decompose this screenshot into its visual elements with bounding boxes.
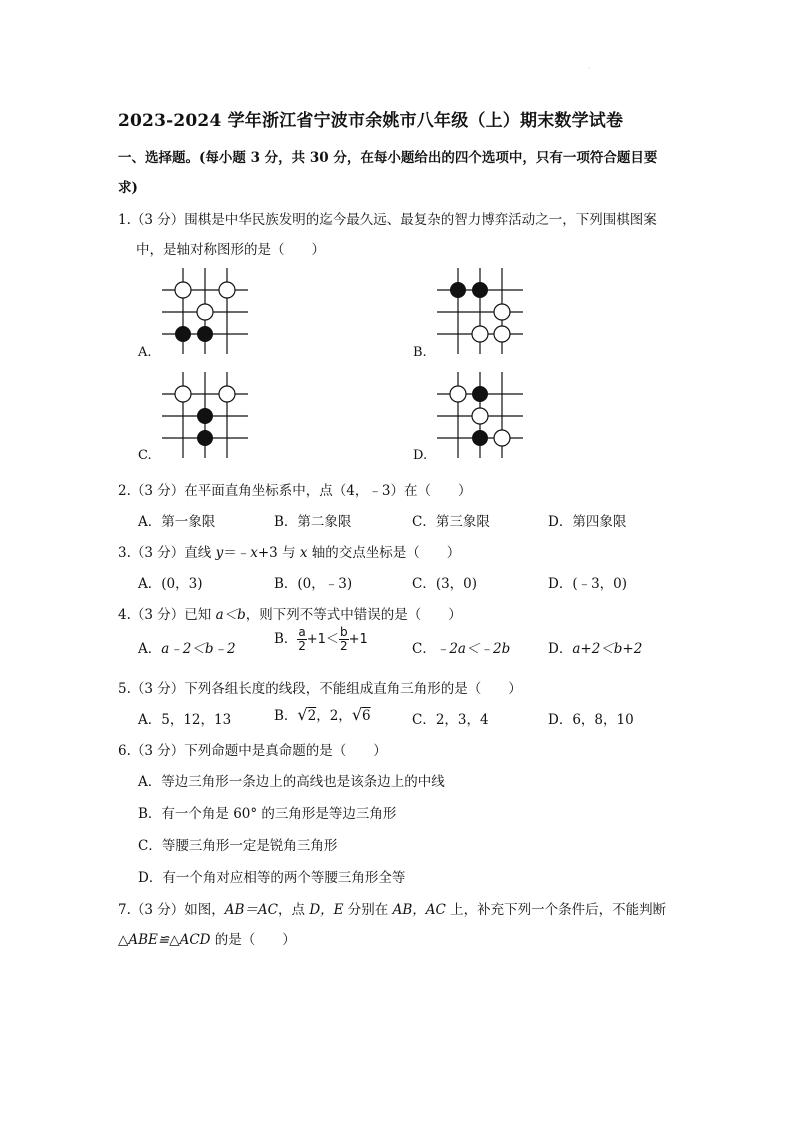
q6-stem: 6.（3 分）下列命题中是真命题的是（ ） [118, 743, 387, 759]
q1-label-d: D. [413, 448, 428, 463]
section-heading-line2: 求) [118, 180, 138, 196]
q1-label-b: B. [413, 345, 427, 360]
q2-option-c: C．第三象限 [412, 514, 490, 530]
q5-option-d: D．6，8，10 [548, 712, 634, 728]
go-board-c [160, 372, 250, 458]
q4-option-c: C．﹣2a＜﹣2b [412, 641, 511, 657]
go-board-b [435, 268, 525, 354]
q6-option-c: C．等腰三角形一定是锐角三角形 [138, 838, 338, 854]
go-board-d [435, 372, 525, 458]
q3-option-d: D．(﹣3，0) [548, 576, 628, 592]
q4-option-b: B． $\frac{a}{2}$ +1＜ $\frac{b}{2}$ +1 [274, 625, 368, 653]
go-board-a [160, 268, 250, 354]
q5-stem: 5.（3 分）下列各组长度的线段，不能组成直角三角形的是（ ） [118, 681, 522, 697]
q5-option-b: B．√2，2，√6 [274, 705, 371, 724]
q5-option-a: A．5，12，13 [138, 712, 232, 728]
q6-option-a: A．等边三角形一条边上的高线也是该条边上的中线 [138, 774, 445, 790]
q2-option-a: A．第一象限 [138, 514, 216, 530]
q3-option-a: A．(0，3) [138, 576, 203, 592]
q3-stem: 3.（3 分）直线 y＝﹣x+3 与 x 轴的交点坐标是（ ） [118, 545, 461, 561]
q3-option-b: B．(0，﹣3) [274, 576, 353, 592]
corner-mark: · [588, 64, 591, 73]
q4-option-d: D．a+2＜b+2 [548, 641, 643, 657]
q1-label-a: A. [138, 345, 152, 360]
q1-stem-line2: 中，是轴对称图形的是（ ） [136, 242, 325, 258]
q7-stem-line2: △ABE≌△ACD 的是（ ） [118, 932, 296, 948]
q7-stem-line1: 7.（3 分）如图，AB＝AC，点 D，E 分别在 AB，AC 上，补充下列一个条件后，不能判断 [118, 902, 667, 918]
q5-option-c: C．2，3，4 [412, 712, 489, 728]
q3-option-c: C．(3，0) [412, 576, 478, 592]
q4-option-a: A．a﹣2＜b﹣2 [138, 641, 236, 657]
sqrt-sign: √ [297, 705, 308, 724]
q2-option-d: D．第四象限 [548, 514, 627, 530]
q1-label-c: C. [138, 448, 152, 463]
sqrt-sign: √ [351, 705, 363, 724]
section-heading-line1: 一、选择题。(每小题 3 分，共 30 分，在每小题给出的四个选项中，只有一项符合题目要 [118, 150, 658, 166]
q1-stem-line1: 1.（3 分）围棋是中华民族发明的迄今最久远、最复杂的智力博弈活动之一，下列围棋图案 [118, 212, 657, 228]
q2-option-b: B．第二象限 [274, 514, 352, 530]
q6-option-b: B．有一个角是 60° 的三角形是等边三角形 [138, 806, 397, 822]
q6-option-d: D．有一个角对应相等的两个等腰三角形全等 [138, 870, 406, 886]
q4-stem: 4.（3 分）已知 a＜b，则下列不等式中错误的是（ ） [118, 607, 462, 623]
q2-stem: 2.（3 分）在平面直角坐标系中，点（4，﹣3）在（ ） [118, 483, 472, 499]
page-title: 2023-2024 学年浙江省宁波市余姚市八年级（上）期末数学试卷 [118, 111, 624, 131]
